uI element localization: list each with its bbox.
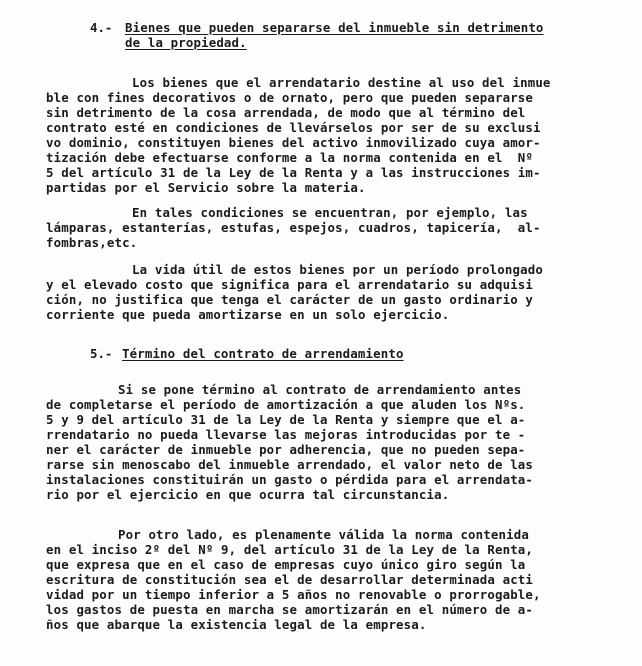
paragraph-1-line: Los bienes que el arrendatario destine al uso del inmue	[132, 75, 551, 90]
paragraph-3-line: La vida útil de estos bienes por un período prolongado	[132, 262, 543, 277]
paragraph-5-line: que expresa que en el caso de empresas cuyo único giro según la	[46, 557, 526, 572]
paragraph-4-line: 5 y 9 del artículo 31 de la Ley de la Renta y siempre que el a-	[46, 412, 526, 427]
paragraph-5-line: Por otro lado, es plenamente válida la norma contenida	[118, 527, 529, 542]
paragraph-1-line: sin detrimento de la cosa arrendada, de modo que al término del	[46, 105, 526, 120]
paragraph-4-line: rrendatario no pueda llevarse las mejoras introducidas por te -	[46, 427, 526, 442]
paragraph-2-line: lámparas, estanterías, estufas, espejos, cuadros, tapicería, al-	[46, 220, 541, 235]
paragraph-4-line: rio por el ejercicio en que ocurra tal circunstancia.	[46, 487, 450, 502]
paragraph-3-line: corriente que pueda amortizarse en un solo ejercicio.	[46, 307, 450, 322]
paragraph-1-line: partidas por el Servicio sobre la materia.	[46, 180, 366, 195]
paragraph-5-line: escritura de constitución sea el de desarrollar determinada acti	[46, 572, 534, 587]
section-4-title-line-1: Bienes que pueden separarse del inmueble sin detrimento	[125, 20, 544, 35]
paragraph-1-line: ble con fines decorativos o de ornato, pero que pueden separarse	[46, 90, 534, 105]
paragraph-4-line: de completarse el período de amortización a que aluden los Nºs.	[46, 397, 526, 412]
section-4-number: 4.-	[90, 20, 113, 35]
paragraph-5-line: ños que abarque la existencia legal de la empresa.	[46, 617, 427, 632]
section-5-title: Término del contrato de arrendamiento	[122, 346, 404, 361]
paragraph-2-line: En tales condiciones se encuentran, por ejemplo, las	[132, 205, 528, 220]
paragraph-4-line: rarse sin menoscabo del inmueble arrendado, el valor neto de las	[46, 457, 534, 472]
paragraph-3-line: ción, no justifica que tenga el carácter de un gasto ordinario y	[46, 292, 534, 307]
paragraph-2-line: fombras,etc.	[46, 235, 138, 250]
paragraph-5-line: en el inciso 2º del Nº 9, del artículo 31 de la Ley de la Renta,	[46, 542, 534, 557]
paragraph-3-line: y el elevado costo que significa para el arrendatario su adquisi	[46, 277, 534, 292]
paragraph-4-line: Si se pone término al contrato de arrendamiento antes	[118, 382, 522, 397]
paragraph-1-line: 5 del artículo 31 de la Ley de la Renta y a las instrucciones im-	[46, 165, 541, 180]
paragraph-1-line: vo dominio, constituyen bienes del activo inmovilizado cuya amor-	[46, 135, 541, 150]
paragraph-1-line: contrato esté en condiciones de llevárselos por ser de su exclusi	[46, 120, 541, 135]
section-5-number: 5.-	[90, 346, 113, 361]
paragraph-1-line: tización debe efectuarse conforme a la norma contenida en el Nº	[46, 150, 534, 165]
paragraph-5-line: los gastos de puesta en marcha se amortizarán en el número de a-	[46, 602, 534, 617]
paragraph-4-line: ner el carácter de inmueble por adherencia, que no pueden sepa-	[46, 442, 526, 457]
section-4-title-line-2: de la propiedad.	[125, 35, 247, 50]
paragraph-4-line: instalaciones constituirán un gasto o pérdida para el arrendata-	[46, 472, 534, 487]
paragraph-5-line: vidad por un tiempo inferior a 5 años no renovable o prorrogable,	[46, 587, 541, 602]
